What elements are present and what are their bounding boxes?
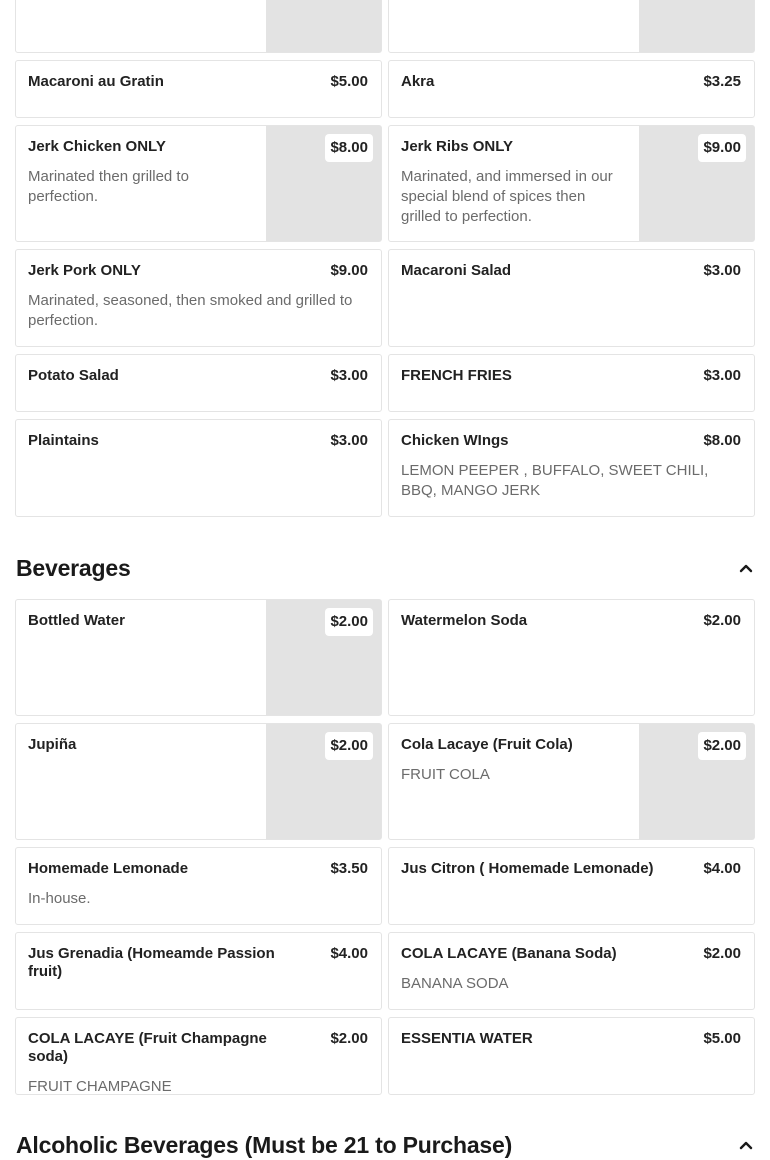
item-price: $3.00 [330,367,368,384]
menu-item-card[interactable] [15,354,382,412]
menu-item-card[interactable] [15,60,382,118]
item-price: $3.00 [330,432,368,449]
section-title: Beverages [16,554,131,581]
item-name: Jerk Chicken ONLY [28,138,166,155]
item-description: BANANA SODA [401,975,509,992]
menu-item-card[interactable] [15,249,382,347]
item-price: $3.25 [703,73,741,90]
menu-item-card[interactable] [388,932,755,1010]
item-price: $8.00 [325,134,373,162]
menu-item-card[interactable] [388,125,755,242]
item-price: $2.00 [325,608,373,636]
item-name: Homemade Lemonade [28,860,189,877]
menu-item-card[interactable] [15,419,382,517]
item-image [266,0,381,52]
section-title: Alcoholic Beverages (Must be 21 to Purchase) [16,1131,513,1158]
item-description: Marinated, and immersed in our special blend of spices then grilled to perfection. [401,168,613,225]
menu-item-card[interactable] [15,125,382,242]
item-price: $2.00 [698,732,746,760]
menu-item-card[interactable] [388,249,755,347]
menu-item-card[interactable] [388,0,755,53]
item-name: Plaintains [28,432,99,449]
menu-item-card[interactable] [15,932,382,1010]
menu-item-card[interactable] [388,723,755,840]
menu-item-card[interactable] [388,60,755,118]
item-name: Chicken WIngs [401,432,509,449]
item-name: FRENCH FRIES [401,367,512,384]
menu-item-card[interactable] [15,723,382,840]
item-name: Macaroni Salad [401,262,512,279]
item-description: LEMON PEEPER , BUFFALO, SWEET CHILI, BBQ, MANGO JERK [401,462,709,499]
section-header-alcoholic[interactable] [16,1130,756,1160]
item-price: $8.00 [703,432,741,449]
menu-item-card[interactable] [15,847,382,925]
item-price: $9.00 [330,262,368,279]
menu-item-card[interactable] [15,599,382,716]
item-description: In-house. [28,890,91,907]
item-name: Jupiña [28,736,77,753]
item-description: Marinated, seasoned, then smoked and grilled to perfection. [28,292,353,329]
item-description: FRUIT CHAMPAGNE [28,1078,172,1095]
item-image [639,0,754,52]
item-price: $2.00 [703,945,741,962]
item-price: $4.00 [330,945,368,962]
section-header-beverages[interactable] [16,553,756,583]
item-name: Bottled Water [28,612,125,629]
menu-item-card[interactable] [15,1017,382,1095]
item-price: $5.00 [330,73,368,90]
item-name: Macaroni au Gratin [28,73,164,90]
menu-item-card[interactable] [388,1017,755,1095]
chevron-up-icon[interactable] [736,558,756,578]
chevron-up-icon[interactable] [736,1135,756,1155]
item-name: COLA LACAYE (Banana Soda) [401,945,617,962]
item-name: Jerk Pork ONLY [28,262,141,279]
item-price: $4.00 [703,860,741,877]
menu-item-card[interactable] [388,419,755,517]
item-price: $3.00 [703,367,741,384]
menu-item-card[interactable] [388,847,755,925]
item-price: $3.00 [703,262,741,279]
item-price: $5.00 [703,1030,741,1047]
item-price: $9.00 [698,134,746,162]
item-description: FRUIT COLA [401,766,490,783]
menu-item-card[interactable] [388,599,755,716]
item-name: Watermelon Soda [401,612,528,629]
item-name: Jerk Ribs ONLY [401,138,513,155]
item-name: Jus Grenadia (Homeamde Passion fruit) [28,945,275,980]
menu-item-card[interactable] [388,354,755,412]
item-price: $2.00 [703,612,741,629]
item-name: COLA LACAYE (Fruit Champagne soda) [28,1030,267,1065]
item-price: $3.50 [330,860,368,877]
item-name: Cola Lacaye (Fruit Cola) [401,736,573,753]
item-description: Marinated then grilled to perfection. [28,168,189,205]
item-name: Akra [401,73,435,90]
item-name: Potato Salad [28,367,119,384]
menu-item-card[interactable] [15,0,382,53]
item-name: ESSENTIA WATER [401,1030,533,1047]
item-price: $2.00 [330,1030,368,1047]
item-name: Jus Citron ( Homemade Lemonade) [401,860,654,877]
item-price: $2.00 [325,732,373,760]
